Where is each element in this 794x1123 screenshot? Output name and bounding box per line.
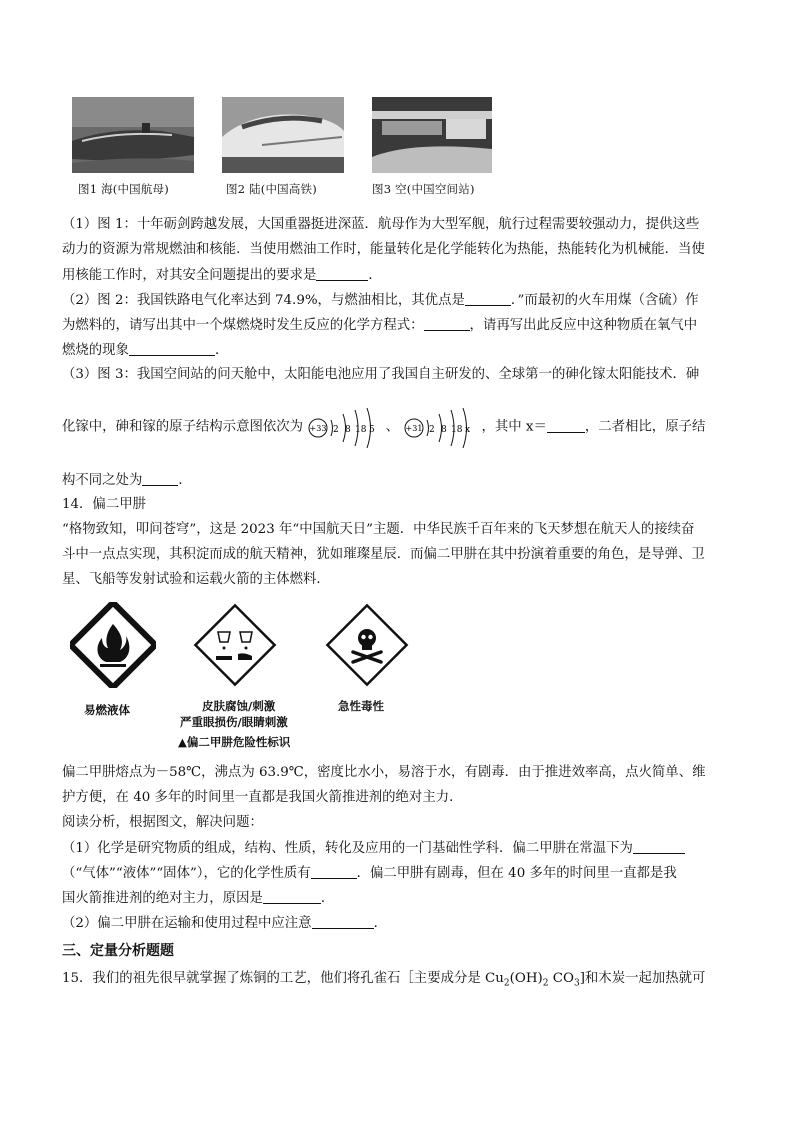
hazard-label-toxic: 急性毒性	[338, 699, 384, 713]
gallium-shell-1: 2	[429, 425, 435, 435]
q13-part2-line1	[62, 290, 734, 311]
q13-part2-line3-text: 燃烧的现象	[62, 343, 129, 358]
q14-q1-line2	[62, 863, 734, 884]
q14-q2-end: ．	[373, 916, 387, 931]
q13-part1-line2: 动力的资源为常规燃油和核能．当使用燃油工作时，能量转化是化学能转化为热能，热能转化为机械能．当使	[62, 242, 705, 257]
q14-q1-line1-text: （1）化学是研究物质的组成，结构、性质，转化及应用的一门基础性学科．偏二甲肼在常温下为	[62, 841, 633, 856]
space-station-photo	[372, 97, 492, 173]
q15-text-b: (OH)	[509, 971, 543, 986]
gallium-shell-2: 8	[441, 425, 447, 435]
arsenic-shell-4: 5	[369, 425, 376, 435]
hazard-label-corrosive-1: 皮肤腐蚀/刺激	[202, 699, 276, 713]
answer-blank[interactable]	[547, 417, 585, 433]
q13-part3-line2	[62, 404, 734, 450]
hazard-label-flammable: 易燃液体	[84, 703, 130, 717]
gallium-shell-4: x	[465, 425, 471, 435]
q14-intro-line1: “格物致知，叩问苍穹”，这是 2023 年“中国航天日”主题．中华民族千百年来的飞天梦想在航天人的接续奋	[62, 522, 695, 537]
gallium-atom-structure-diagram	[403, 404, 477, 450]
q14-q1-line3-end: ．	[320, 891, 335, 906]
q15-text-c: CO	[548, 971, 574, 986]
q13-part1-line3-text: 用核能工作时，对其安全问题提出的要求是	[62, 268, 317, 283]
photo-strip	[72, 97, 492, 197]
hazard-symbols-figure	[62, 598, 422, 758]
section-heading: 三、定量分析题题	[62, 943, 174, 959]
gallium-nucleus-label: +31	[405, 424, 423, 433]
hazard-label-corrosive-2: 严重眼损伤/眼睛刺激	[180, 715, 288, 729]
q14-intro-line2: 斗中一点点实现，其积淀而成的航天精神，犹如璀璨星辰．而偏二甲肼在其中扮演着重要的角色，是导弹、卫	[62, 547, 705, 562]
q15-line1	[62, 969, 734, 994]
photo-caption-1: 图1 海(中国航母)	[78, 182, 169, 196]
q15-sub-1: 2	[503, 978, 510, 989]
answer-blank[interactable]	[263, 888, 321, 904]
q13-part3-line3-end: ．	[178, 473, 192, 488]
q15-text-a: 15．我们的祖先很早就掌握了炼铜的工艺，他们将孔雀石［主要成分是 Cu	[62, 971, 504, 986]
q14-intro-line3: 星、飞船等发射试验和运载火箭的主体燃料．	[62, 572, 330, 587]
q13-part2-line2-end: ，请再写出此反应中这种物质在氧气中	[469, 318, 698, 333]
q14-q1-line2-text: （“气体”“液体”“固体”），它的化学性质有	[62, 866, 311, 881]
q14-q1-line1	[62, 838, 734, 859]
answer-blank[interactable]	[312, 913, 374, 929]
arsenic-shell-3: 18	[355, 425, 367, 435]
q13-part3-separator: 、	[385, 419, 399, 435]
q14-prompt: 阅读分析，根据图文，解决问题：	[62, 815, 263, 830]
q13-part3-line3-text: 构不同之处为	[62, 473, 143, 488]
answer-blank[interactable]	[142, 470, 178, 486]
skull-toxic-hazard-icon	[324, 602, 410, 692]
q13-part2-line2-text: 为燃料的，请写出其中一个煤燃烧时发生反应的化学方程式：	[62, 318, 424, 333]
q13-part2-line1-end: ．”而最初的火车用煤（含硫）作	[510, 293, 699, 308]
q13-part2-line2	[62, 315, 734, 336]
arsenic-nucleus-label: +33	[309, 424, 327, 433]
arsenic-shell-2: 8	[345, 425, 352, 435]
q14-q1-line3	[62, 888, 734, 909]
q15-sub-3: 3	[573, 978, 580, 989]
q14-props-line2: 护方便，在 40 多年的时间里一直都是我国火箭推进剂的绝对主力．	[62, 790, 463, 805]
photo-caption-3: 图3 空(中国空间站)	[372, 182, 475, 196]
arsenic-atom-structure-diagram	[307, 404, 381, 450]
q14-q2	[62, 913, 734, 934]
q14-title: 14．偏二甲肼	[62, 497, 146, 512]
answer-blank[interactable]	[311, 863, 357, 879]
q13-part1-line1: （1）图 1：十年砺剑跨越发展，大国重器挺进深蓝．航母作为大型军舰，航行过程需要较强动力，提供这些	[62, 217, 700, 232]
answer-blank[interactable]	[633, 838, 685, 854]
q13-part3-line3	[62, 470, 734, 491]
corrosive-hazard-icon	[192, 602, 278, 692]
photo-caption-2: 图2 陆(中国高铁)	[226, 182, 317, 196]
q13-part1-line3	[62, 265, 734, 286]
q15-sub-2: 2	[542, 978, 549, 989]
answer-blank[interactable]	[465, 290, 511, 306]
arsenic-shell-1: 2	[333, 425, 340, 435]
hazard-figure-caption: ▲偏二甲肼危险性标识	[178, 735, 291, 749]
q13-part3-line2-text: 化镓中，砷和镓的原子结构示意图依次为	[62, 419, 304, 435]
q13-part2-line1-text: （2）图 2：我国铁路电气化率达到 74.9%，与燃油相比，其优点是	[62, 293, 465, 308]
answer-blank[interactable]	[129, 340, 215, 356]
aircraft-carrier-photo	[72, 97, 194, 173]
q13-part3-line2-mid: ，其中 x＝	[481, 419, 547, 435]
high-speed-train-photo	[222, 97, 344, 173]
q13-part2-line3-end: ．	[214, 343, 229, 358]
q14-q1-line2-end: ．偏二甲肼有剧毒，但在 40 多年的时间里一直都是我	[356, 866, 677, 881]
q13-part3-line2-end: ，二者相比，原子结	[584, 419, 706, 435]
q13-part2-line3	[62, 340, 734, 361]
q15-text-d: ]和木炭一起加热就可	[579, 971, 706, 986]
q14-q2-text: （2）偏二甲肼在运输和使用过程中应注意	[62, 916, 312, 931]
gallium-shell-3: 18	[451, 425, 463, 435]
q14-q1-line3-text: 国火箭推进剂的绝对主力，原因是	[62, 891, 263, 906]
q13-part1-line3-end: ．	[368, 268, 382, 283]
answer-blank[interactable]	[316, 265, 368, 281]
q13-part3-line1: （3）图 3：我国空间站的问天舱中，太阳能电池应用了我国自主研发的、全球第一的砷化镓太阳能技术．砷	[62, 367, 700, 382]
flammable-hazard-icon	[70, 602, 156, 692]
answer-blank[interactable]	[424, 315, 470, 331]
q14-props-line1: 偏二甲肼熔点为－58℃，沸点为 63.9℃，密度比水小，易溶于水，有剧毒．由于推进效率高，点火简单、维	[62, 765, 706, 780]
